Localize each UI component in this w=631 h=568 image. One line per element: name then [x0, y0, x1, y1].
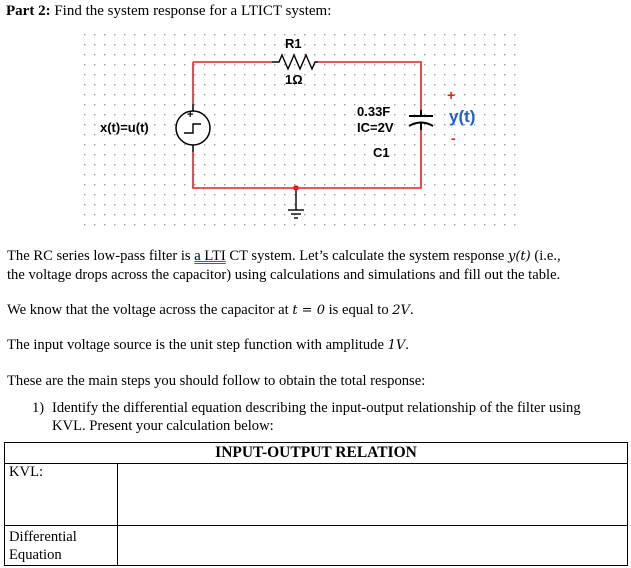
ic-text-2: is equal to [324, 302, 393, 318]
part-heading-text: Find the system response for a LTICT system: [54, 3, 332, 19]
paragraph-initial-condition [7, 301, 414, 320]
differential-equation-label [5, 526, 118, 566]
ground-node [293, 185, 299, 191]
source-plus: + [187, 109, 194, 121]
step-1-line2: KVL. Present your calculation below: [52, 418, 274, 434]
input-output-table [4, 442, 628, 566]
output-minus: - [451, 130, 456, 146]
input-end: . [405, 337, 409, 353]
capacitor-value: 0.33F [357, 104, 391, 119]
paragraph-intro [7, 247, 561, 266]
capacitor-ic: IC=2V [357, 120, 394, 135]
capacitor-name: C1 [373, 145, 390, 160]
ic-time: t = 0 [292, 303, 325, 318]
intro-text-3: (i.e., [530, 248, 561, 264]
input-amplitude: 1V [387, 338, 406, 353]
source-label: x(t)=u(t) [100, 120, 149, 135]
input-text: The input voltage source is the unit step function with amplitude [7, 337, 388, 353]
table-header: INPUT-OUTPUT RELATION [5, 443, 628, 464]
output-label: y(t) [449, 107, 476, 126]
ic-value: 2V [392, 303, 410, 318]
kvl-answer-cell[interactable] [118, 464, 628, 526]
intro-text-1: The RC series low-pass filter is [7, 248, 195, 264]
resistor-name: R1 [285, 36, 302, 51]
differential-equation-label-line2: Equation [9, 547, 62, 563]
intro-underlined: a LTI [194, 248, 226, 264]
step-1-number: 1) [32, 400, 45, 416]
differential-equation-label-line1: Differential [9, 529, 77, 545]
paragraph-steps-intro: These are the main steps you should follow to obtain the total response: [7, 373, 426, 389]
ic-text: We know that the voltage across the capacitor at [7, 302, 293, 318]
step-1 [32, 399, 581, 417]
table-row-kvl [5, 464, 628, 526]
part-label: Part 2: [6, 3, 51, 19]
rc-circuit-diagram [80, 27, 516, 230]
intro-text-2: CT system. Let’s calculate the system response [225, 248, 508, 264]
ic-end: . [409, 302, 414, 318]
step-1-line1: Identify the differential equation describing the input-output relationship of the filter using [52, 400, 581, 416]
differential-equation-answer-cell[interactable] [118, 526, 628, 566]
table-row-differential-equation [5, 526, 628, 566]
paragraph-intro-line2: the voltage drops across the capacitor) using calculations and simulations and fill out the table. [7, 267, 561, 283]
resistor-value: 1Ω [285, 72, 303, 87]
part-heading [6, 3, 331, 20]
intro-var: y(t) [507, 249, 531, 264]
paragraph-input-source [7, 336, 409, 355]
kvl-label: KVL: [5, 464, 118, 526]
output-plus: + [447, 87, 456, 103]
